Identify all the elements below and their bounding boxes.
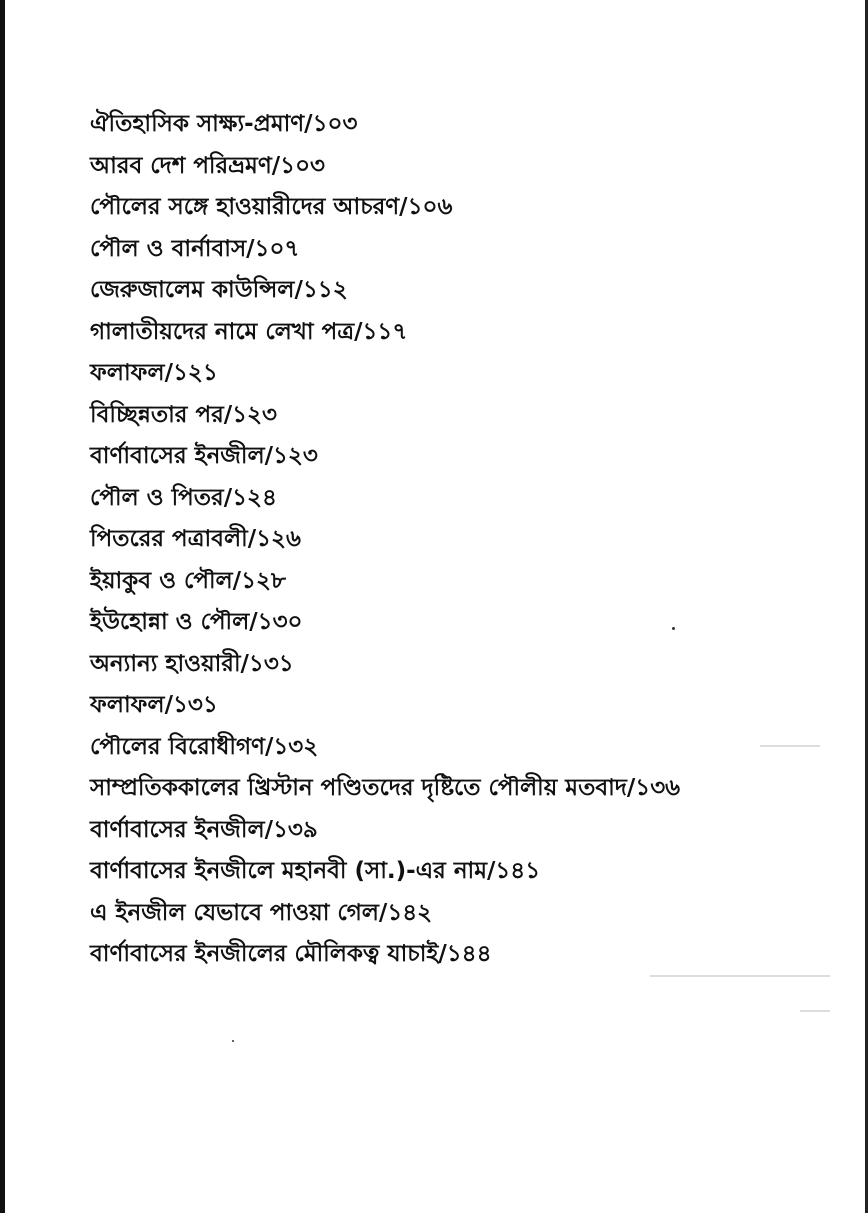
toc-entry: পৌল ও পিতর/১২৪ (90, 484, 277, 511)
toc-entry: বার্ণাবাসের ইনজীল/১৩৯ (90, 816, 318, 843)
toc-entry: পিতরের পত্রাবলী/১২৬ (90, 526, 301, 552)
toc-entry: বার্ণাবাসের ইনজীল/১২৩ (90, 443, 318, 469)
toc-entry: ঐতিহাসিক সাক্ষ্য-প্রমাণ/১০৩ (90, 111, 358, 137)
toc-entry: ইয়াকুব ও পৌল/১২৮ (90, 567, 286, 594)
toc-entry: বার্ণাবাসের ইনজীলের মৌলিকত্ব যাচাই/১৪৪ (90, 941, 492, 967)
scan-smudge (760, 745, 820, 747)
toc-entry: ফলাফল/১৩১ (90, 692, 218, 718)
toc-entry: গালাতীয়দের নামে লেখা পত্র/১১৭ (90, 318, 408, 345)
toc-entry: পৌল ও বার্নাবাস/১০৭ (90, 235, 300, 262)
toc-entry: সাম্প্রতিককালের খ্রিস্টান পণ্ডিতদের দৃষ্টিতে পৌলীয় মতবাদ/১৩৬ (90, 775, 681, 801)
toc-entry: বার্ণাবাসের ইনজীলে মহানবী (সা.)-এর নাম/১৪১ (90, 858, 541, 884)
scan-smudge (800, 1010, 830, 1012)
toc-entry: অন্যান্য হাওয়ারী/১৩১ (90, 650, 294, 677)
table-of-contents (90, 104, 680, 976)
toc-entry: পৌলের বিরোধীগণ/১৩২ (90, 733, 319, 760)
scan-smudge (650, 975, 830, 977)
toc-entry: আরব দেশ পরিভ্রমণ/১০৩ (90, 152, 325, 179)
toc-entry: এ ইনজীল যেভাবে পাওয়া গেল/১৪২ (90, 899, 433, 926)
toc-entry: পৌলের সঙ্গে হাওয়ারীদের আচরণ/১০৬ (90, 194, 453, 220)
toc-entry: ইউহোন্না ও পৌল/১৩০ (90, 609, 303, 635)
scan-speck (672, 627, 675, 630)
toc-entry: বিচ্ছিন্নতার পর/১২৩ (90, 401, 277, 428)
toc-entry: ফলাফল/১২১ (90, 360, 218, 386)
scan-edge-left (0, 0, 5, 1213)
toc-entry: জেরুজালেম কাউন্সিল/১১২ (90, 277, 348, 303)
scan-speck (232, 1040, 234, 1042)
